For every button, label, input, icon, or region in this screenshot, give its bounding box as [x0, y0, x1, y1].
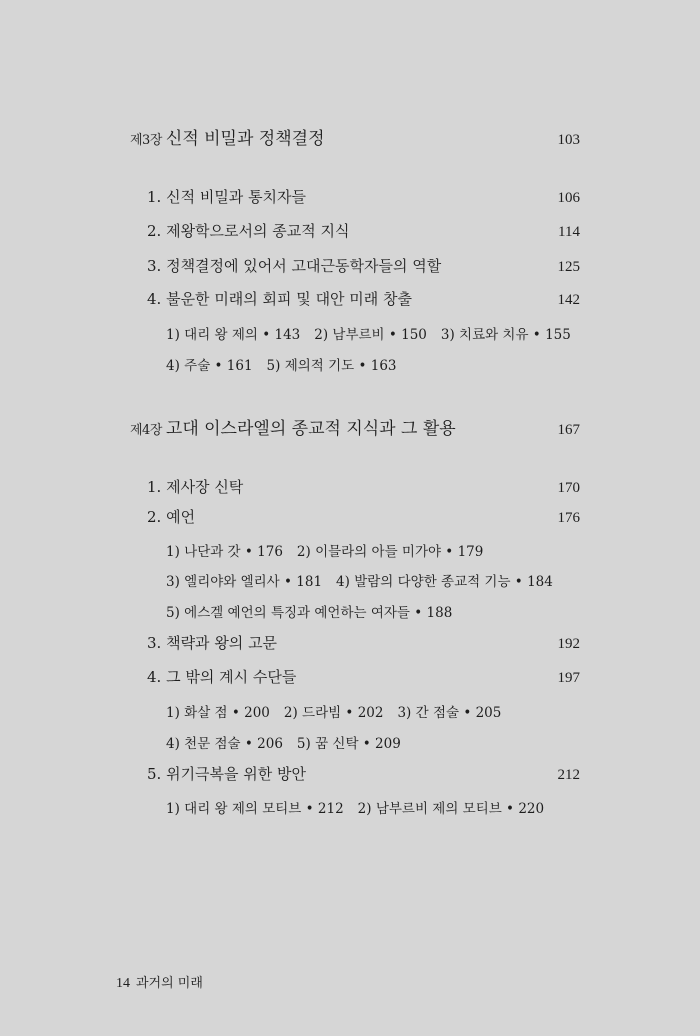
footer-book-title: 과거의 미래 — [136, 976, 203, 991]
toc-section — [147, 255, 580, 276]
subsection-line — [166, 540, 483, 560]
section-title: 3. 책략과 왕의 고문 — [147, 634, 278, 652]
chapter-page-number: 167 — [557, 422, 580, 438]
toc-section — [147, 666, 580, 687]
section-page-number: 212 — [557, 767, 580, 783]
subsection-line — [166, 797, 544, 817]
subsection-line — [166, 354, 397, 374]
section-page-number: 197 — [557, 670, 580, 686]
subsection-item: 2) 이믈라의 아들 미가야 • 179 — [296, 544, 484, 560]
section-page-number: 125 — [557, 259, 580, 275]
chapter-title-text: 고대 이스라엘의 종교적 지식과 그 활용 — [165, 419, 456, 439]
chapter-title — [130, 414, 456, 439]
chapter-heading-3 — [130, 124, 580, 149]
chapter-title — [130, 124, 325, 149]
subsection-line — [166, 701, 501, 721]
subsection-item: 2) 드라빔 • 202 — [283, 705, 384, 721]
section-title: 1. 제사장 신탁 — [147, 478, 244, 496]
section-title: 4. 불운한 미래의 회피 및 대안 미래 창출 — [147, 290, 413, 308]
footer-page-number: 14 — [116, 976, 130, 991]
subsection-item: 1) 화살 점 • 200 — [166, 705, 270, 721]
chapter-page-number: 103 — [557, 132, 580, 148]
section-title: 5. 위기극복을 위한 방안 — [147, 765, 307, 783]
chapter-label: 제3장 — [130, 133, 162, 148]
section-title: 1. 신적 비밀과 통치자들 — [147, 188, 307, 206]
subsection-item: 1) 대리 왕 제의 모티브 • 212 — [166, 801, 344, 817]
subsection-item: 1) 대리 왕 제의 • 143 — [166, 327, 301, 343]
subsection-line — [166, 601, 452, 621]
section-title: 2. 예언 — [147, 508, 196, 526]
subsection-item: 5) 제의적 기도 • 163 — [266, 358, 397, 374]
subsection-item: 5) 꿈 신탁 • 209 — [296, 736, 401, 752]
toc-section — [147, 186, 580, 207]
subsection-item: 3) 치료와 치유 • 155 — [440, 327, 571, 343]
subsection-item: 2) 남부르비 • 150 — [314, 327, 427, 343]
section-page-number: 176 — [557, 510, 580, 526]
section-page-number: 142 — [557, 292, 580, 308]
subsection-item: 4) 발람의 다양한 종교적 기능 • 184 — [336, 574, 553, 590]
section-page-number: 106 — [557, 190, 580, 206]
toc-section — [147, 632, 580, 653]
toc-section — [147, 506, 580, 527]
subsection-item: 2) 남부르비 제의 모티브 • 220 — [357, 801, 545, 817]
subsection-line — [166, 732, 401, 752]
chapter-title-text: 신적 비밀과 정책결정 — [165, 129, 325, 149]
chapter-heading-4 — [130, 414, 580, 439]
subsection-item: 1) 나단과 갓 • 176 — [166, 544, 283, 560]
subsection-item: 5) 에스겔 예언의 특징과 예언하는 여자들 • 188 — [166, 605, 453, 621]
toc-section — [147, 220, 580, 241]
chapter-label: 제4장 — [130, 423, 162, 438]
subsection-line — [166, 323, 571, 343]
subsection-item: 4) 천문 점술 • 206 — [166, 736, 283, 752]
section-title: 2. 제왕학으로서의 종교적 지식 — [147, 222, 350, 240]
subsection-item: 3) 엘리야와 엘리사 • 181 — [166, 574, 323, 590]
section-title: 4. 그 밖의 계시 수단들 — [147, 668, 297, 686]
section-title: 3. 정책결정에 있어서 고대근동학자들의 역할 — [147, 257, 442, 275]
toc-section — [147, 288, 580, 309]
subsection-line — [166, 570, 553, 590]
section-page-number: 114 — [558, 224, 580, 240]
section-page-number: 192 — [557, 636, 580, 652]
toc-section — [147, 763, 580, 784]
toc-section — [147, 476, 580, 497]
section-page-number: 170 — [557, 480, 580, 496]
subsection-item: 3) 간 점술 • 205 — [397, 705, 502, 721]
subsection-item: 4) 주술 • 161 — [166, 358, 253, 374]
page-footer — [116, 972, 203, 992]
